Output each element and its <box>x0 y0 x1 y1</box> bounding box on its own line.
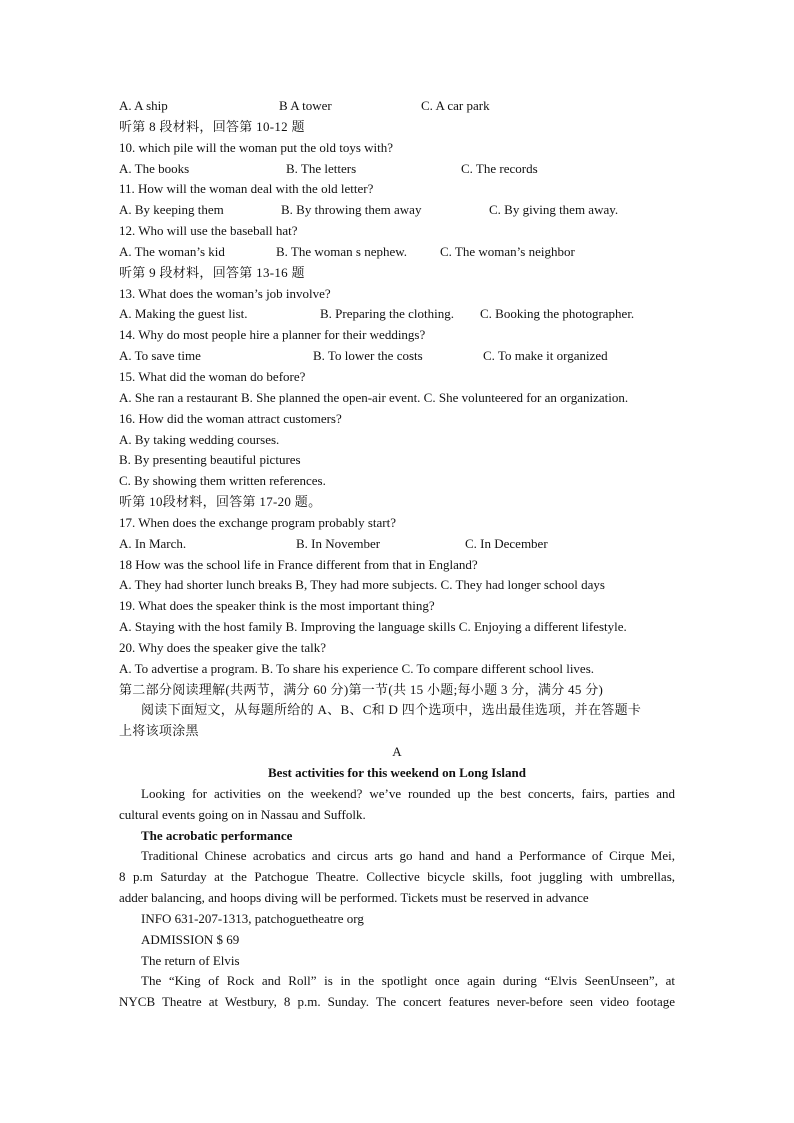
question-18-stem: 18 How was the school life in France different from that in England? <box>119 556 478 572</box>
option-c: C. The records <box>461 160 538 176</box>
option-b: B. The letters <box>286 160 357 176</box>
option-c: C. In December <box>465 535 548 551</box>
option-c: C. Booking the photographer. <box>480 306 635 322</box>
intro-line-1: Looking for activities on the weekend? we’ve rounded up the best concerts, fairs, parties and <box>141 785 675 801</box>
section-heading-8: 听第 8 段材料，回答第 10-12 题 <box>119 118 305 134</box>
option-a: A. In March. <box>119 535 187 551</box>
option-a: A. The woman’s kid <box>119 243 225 259</box>
question-9-options <box>119 96 675 117</box>
option-b: B. To lower the costs <box>313 348 423 364</box>
question-13-options <box>119 304 675 325</box>
option-b: B. Preparing the clothing. <box>320 306 454 322</box>
paragraph-line: 8 p.m Saturday at the Patchogue Theatre. Collective bicycle skills, foot juggling with umbrellas, <box>119 869 675 885</box>
question-19-options: A. Staying with the host family B. Improving the language skills C. Enjoying a different lifestyle. <box>119 619 627 635</box>
option-a: A. By keeping them <box>119 202 224 218</box>
part-two-heading: 第二部分阅读理解(共两节，满分 60 分)第一节(共 15 小题;每小题 3 分，满分 45 分) <box>119 681 604 697</box>
option-c: C. A car park <box>421 98 490 113</box>
section-heading-elvis: The return of Elvis <box>141 952 240 968</box>
section-heading-9: 听第 9 段材料，回答第 13-16 题 <box>119 264 305 280</box>
option-a: A. To save time <box>119 348 201 364</box>
paragraph-line: The “King of Rock and Roll” is in the spotlight once again during “Elvis SeenUnseen”, at <box>141 973 675 989</box>
question-20-stem: 20. Why does the speaker give the talk? <box>119 639 326 655</box>
intro-line-2: cultural events going on in Nassau and Suffolk. <box>119 806 366 822</box>
option-c: C. The woman’s neighbor <box>440 243 575 259</box>
question-16-option-b: B. By presenting beautiful pictures <box>119 452 301 468</box>
paragraph-line: NYCB Theatre at Westbury, 8 p.m. Sunday. The concert features never-before seen video footage <box>119 994 675 1010</box>
question-14-options <box>119 346 675 367</box>
question-15-stem: 15. What did the woman do before? <box>119 368 306 384</box>
question-10-stem: 10. which pile will the woman put the old toys with? <box>119 139 394 155</box>
question-11-options <box>119 200 675 221</box>
question-20-options: A. To advertise a program. B. To share his experience C. To compare different school lives. <box>119 660 595 676</box>
passage-title: Best activities for this weekend on Long Island <box>268 765 526 780</box>
question-15-options: A. She ran a restaurant B. She planned the open-air event. C. She volunteered for an organization. <box>119 389 629 405</box>
option-c: C. By giving them away. <box>489 202 619 218</box>
option-b: B. By throwing them away <box>281 202 422 218</box>
paragraph-line: adder balancing, and hoops diving will be performed. Tickets must be reserved in advance <box>119 890 589 906</box>
instructions-line-2: 上将该项涂黑 <box>119 723 199 739</box>
question-16-option-a: A. By taking wedding courses. <box>119 431 280 447</box>
passage-label: A <box>392 744 402 760</box>
question-13-stem: 13. What does the woman’s job involve? <box>119 285 331 301</box>
question-10-options <box>119 159 675 180</box>
question-11-stem: 11. How will the woman deal with the old letter? <box>119 181 374 197</box>
question-16-stem: 16. How did the woman attract customers? <box>119 410 342 426</box>
section-heading-10: 听第 10段材料，回答第 17-20 题。 <box>119 494 322 510</box>
question-17-options <box>119 534 675 555</box>
admission-line: ADMISSION $ 69 <box>141 931 240 947</box>
question-12-options <box>119 242 675 263</box>
option-b: B A tower <box>279 98 332 113</box>
paragraph-line: Traditional Chinese acrobatics and circus arts go hand and hand a Performance of Cirque Mei, <box>141 848 675 864</box>
question-12-stem: 12. Who will use the baseball hat? <box>119 223 298 239</box>
info-line: INFO 631-207-1313, patchoguetheatre org <box>141 910 364 926</box>
option-c: C. To make it organized <box>483 348 608 364</box>
question-18-options: A. They had shorter lunch breaks B, They had more subjects. C. They had longer school days <box>119 577 605 593</box>
instructions-line-1: 阅读下面短文，从每题所给的 A、B、C和 D 四个选项中，选出最佳选项，并在答题卡 <box>141 702 642 718</box>
question-16-option-c: C. By showing them written references. <box>119 473 326 489</box>
option-a: A. A ship <box>119 98 168 113</box>
option-a: A. Making the guest list. <box>119 306 248 322</box>
question-14-stem: 14. Why do most people hire a planner for their weddings? <box>119 327 426 343</box>
question-19-stem: 19. What does the speaker think is the most important thing? <box>119 598 435 614</box>
exam-page <box>119 96 675 1013</box>
question-17-stem: 17. When does the exchange program probably start? <box>119 514 396 530</box>
option-a: A. The books <box>119 160 190 176</box>
option-b: B. The woman s nephew. <box>276 243 408 259</box>
option-b: B. In November <box>296 535 381 551</box>
section-heading-acrobatic: The acrobatic performance <box>141 827 293 843</box>
